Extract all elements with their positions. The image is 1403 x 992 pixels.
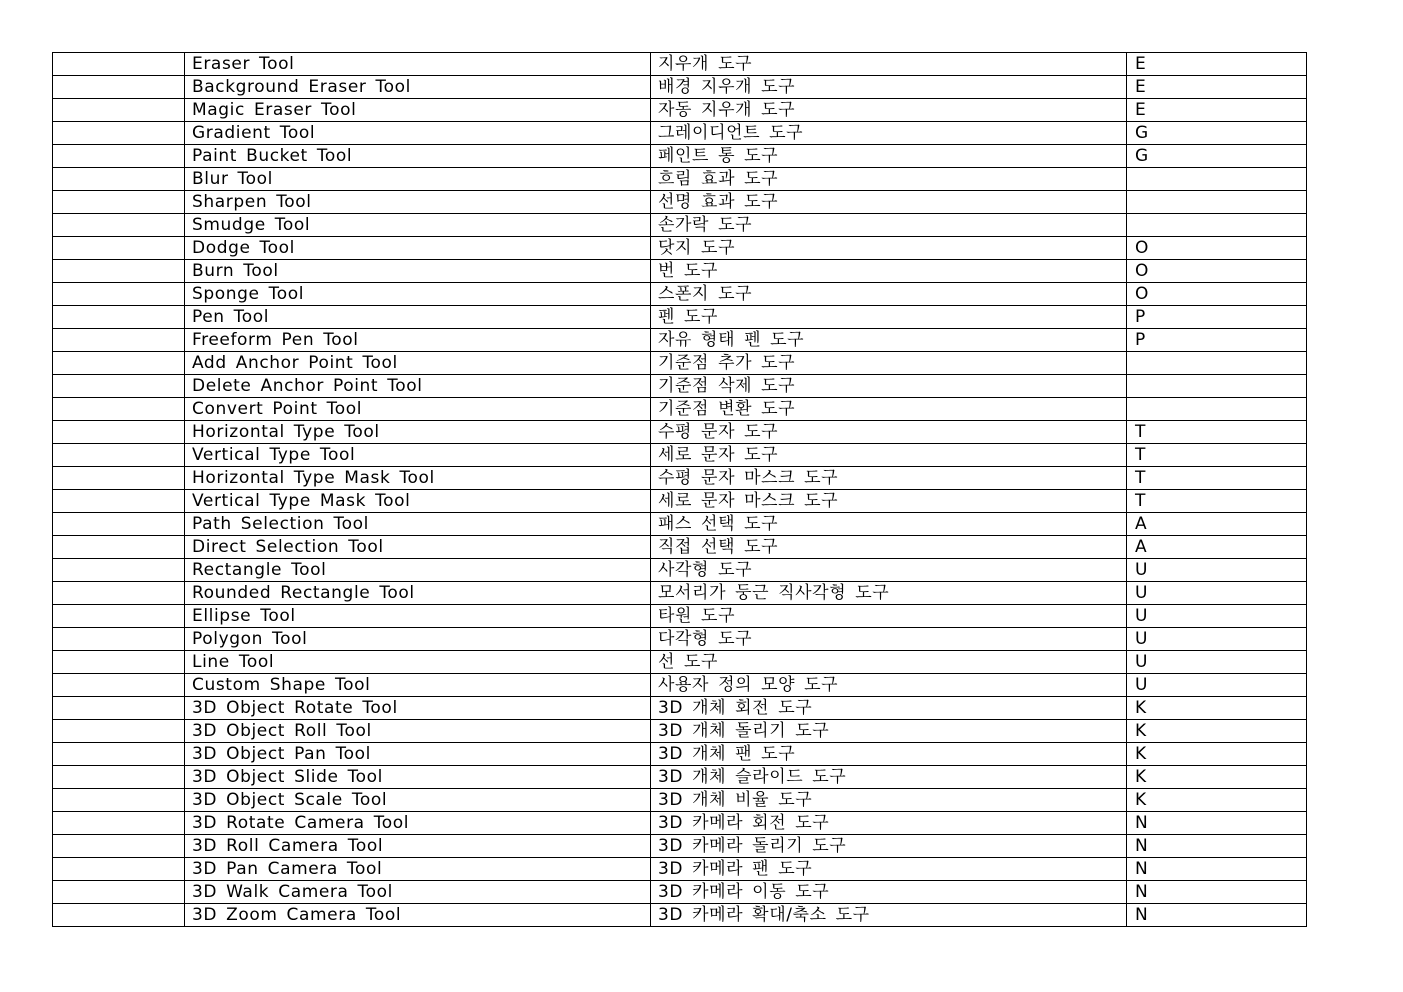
tool-name-english: Magic Eraser Tool — [185, 99, 651, 122]
empty-cell — [53, 329, 185, 352]
empty-cell — [53, 536, 185, 559]
empty-cell — [53, 53, 185, 76]
shortcut-key: T — [1127, 421, 1307, 444]
table-row — [53, 145, 1307, 168]
tool-name-english: Horizontal Type Tool — [185, 421, 651, 444]
empty-cell — [53, 191, 185, 214]
shortcut-key: T — [1127, 444, 1307, 467]
tool-name-korean: 3D 개체 팬 도구 — [651, 743, 1127, 766]
table-row — [53, 605, 1307, 628]
tool-name-english: 3D Rotate Camera Tool — [185, 812, 651, 835]
table-row — [53, 398, 1307, 421]
table-row — [53, 76, 1307, 99]
empty-cell — [53, 605, 185, 628]
empty-cell — [53, 375, 185, 398]
tool-name-korean: 3D 카메라 팬 도구 — [651, 858, 1127, 881]
shortcut-key: O — [1127, 237, 1307, 260]
shortcut-key: K — [1127, 743, 1307, 766]
shortcut-key: U — [1127, 651, 1307, 674]
empty-cell — [53, 513, 185, 536]
shortcut-key — [1127, 375, 1307, 398]
tool-name-korean: 3D 카메라 확대/축소 도구 — [651, 904, 1127, 927]
shortcut-key: P — [1127, 329, 1307, 352]
tool-name-korean: 사용자 정의 모양 도구 — [651, 674, 1127, 697]
shortcut-key: O — [1127, 283, 1307, 306]
empty-cell — [53, 490, 185, 513]
tool-name-english: Background Eraser Tool — [185, 76, 651, 99]
empty-cell — [53, 789, 185, 812]
table-row — [53, 168, 1307, 191]
empty-cell — [53, 697, 185, 720]
tool-name-english: Rectangle Tool — [185, 559, 651, 582]
tool-name-korean: 직접 선택 도구 — [651, 536, 1127, 559]
shortcut-key — [1127, 352, 1307, 375]
table-row — [53, 628, 1307, 651]
shortcut-key: G — [1127, 145, 1307, 168]
tool-name-korean: 세로 문자 마스크 도구 — [651, 490, 1127, 513]
empty-cell — [53, 306, 185, 329]
tool-name-korean: 기준점 변환 도구 — [651, 398, 1127, 421]
tool-name-korean: 3D 개체 비율 도구 — [651, 789, 1127, 812]
shortcut-key: P — [1127, 306, 1307, 329]
empty-cell — [53, 651, 185, 674]
tool-name-korean: 페인트 통 도구 — [651, 145, 1127, 168]
tool-name-korean: 펜 도구 — [651, 306, 1127, 329]
table-row — [53, 835, 1307, 858]
shortcut-key: N — [1127, 904, 1307, 927]
shortcut-key: K — [1127, 766, 1307, 789]
empty-cell — [53, 559, 185, 582]
empty-cell — [53, 237, 185, 260]
tool-name-english: Direct Selection Tool — [185, 536, 651, 559]
tool-name-korean: 번 도구 — [651, 260, 1127, 283]
tool-name-korean: 패스 선택 도구 — [651, 513, 1127, 536]
table-row — [53, 237, 1307, 260]
tool-name-korean: 타원 도구 — [651, 605, 1127, 628]
shortcut-key: G — [1127, 122, 1307, 145]
shortcut-key — [1127, 398, 1307, 421]
empty-cell — [53, 444, 185, 467]
table-row — [53, 743, 1307, 766]
empty-cell — [53, 743, 185, 766]
table-row — [53, 283, 1307, 306]
table-row — [53, 582, 1307, 605]
tool-name-korean: 닷지 도구 — [651, 237, 1127, 260]
table-row — [53, 881, 1307, 904]
empty-cell — [53, 766, 185, 789]
tool-name-english: Paint Bucket Tool — [185, 145, 651, 168]
table-row — [53, 329, 1307, 352]
tool-name-korean: 3D 카메라 이동 도구 — [651, 881, 1127, 904]
table-row — [53, 720, 1307, 743]
empty-cell — [53, 214, 185, 237]
tool-name-korean: 기준점 추가 도구 — [651, 352, 1127, 375]
empty-cell — [53, 720, 185, 743]
shortcut-key: U — [1127, 628, 1307, 651]
table-row — [53, 858, 1307, 881]
tool-name-english: Delete Anchor Point Tool — [185, 375, 651, 398]
empty-cell — [53, 260, 185, 283]
tool-name-korean: 배경 지우개 도구 — [651, 76, 1127, 99]
table-body — [53, 53, 1307, 927]
table-row — [53, 306, 1307, 329]
empty-cell — [53, 398, 185, 421]
table-row — [53, 513, 1307, 536]
table-row — [53, 260, 1307, 283]
tool-name-english: Smudge Tool — [185, 214, 651, 237]
shortcut-key: N — [1127, 881, 1307, 904]
tool-name-english: Dodge Tool — [185, 237, 651, 260]
table-row — [53, 674, 1307, 697]
tool-name-korean: 기준점 삭제 도구 — [651, 375, 1127, 398]
table-row — [53, 490, 1307, 513]
tool-shortcut-table — [52, 52, 1307, 927]
tool-name-korean: 3D 개체 돌리기 도구 — [651, 720, 1127, 743]
table-row — [53, 214, 1307, 237]
tool-name-korean: 수평 문자 마스크 도구 — [651, 467, 1127, 490]
tool-name-english: 3D Object Slide Tool — [185, 766, 651, 789]
empty-cell — [53, 835, 185, 858]
tool-name-english: 3D Roll Camera Tool — [185, 835, 651, 858]
tool-name-korean: 사각형 도구 — [651, 559, 1127, 582]
tool-name-english: 3D Object Pan Tool — [185, 743, 651, 766]
tool-name-english: Polygon Tool — [185, 628, 651, 651]
empty-cell — [53, 881, 185, 904]
empty-cell — [53, 858, 185, 881]
tool-name-korean: 그레이디언트 도구 — [651, 122, 1127, 145]
table-row — [53, 904, 1307, 927]
shortcut-key: E — [1127, 76, 1307, 99]
shortcut-key: K — [1127, 789, 1307, 812]
shortcut-key: N — [1127, 858, 1307, 881]
tool-name-english: Ellipse Tool — [185, 605, 651, 628]
shortcut-key: T — [1127, 490, 1307, 513]
tool-name-english: 3D Object Roll Tool — [185, 720, 651, 743]
empty-cell — [53, 467, 185, 490]
empty-cell — [53, 421, 185, 444]
shortcut-key: U — [1127, 605, 1307, 628]
tool-name-korean: 3D 카메라 돌리기 도구 — [651, 835, 1127, 858]
tool-name-korean: 다각형 도구 — [651, 628, 1127, 651]
table-row — [53, 651, 1307, 674]
shortcut-key: K — [1127, 697, 1307, 720]
empty-cell — [53, 674, 185, 697]
tool-name-korean: 모서리가 둥근 직사각형 도구 — [651, 582, 1127, 605]
empty-cell — [53, 99, 185, 122]
tool-name-korean: 세로 문자 도구 — [651, 444, 1127, 467]
tool-name-english: Pen Tool — [185, 306, 651, 329]
table-row — [53, 352, 1307, 375]
shortcut-key: A — [1127, 513, 1307, 536]
empty-cell — [53, 168, 185, 191]
tool-name-english: Rounded Rectangle Tool — [185, 582, 651, 605]
shortcut-key: A — [1127, 536, 1307, 559]
tool-name-english: 3D Object Scale Tool — [185, 789, 651, 812]
shortcut-key: K — [1127, 720, 1307, 743]
tool-name-korean: 손가락 도구 — [651, 214, 1127, 237]
shortcut-key: E — [1127, 53, 1307, 76]
tool-name-korean: 선명 효과 도구 — [651, 191, 1127, 214]
tool-name-english: Custom Shape Tool — [185, 674, 651, 697]
tool-name-english: Vertical Type Mask Tool — [185, 490, 651, 513]
table-row — [53, 812, 1307, 835]
shortcut-key: E — [1127, 99, 1307, 122]
tool-name-korean: 자동 지우개 도구 — [651, 99, 1127, 122]
shortcut-key: N — [1127, 812, 1307, 835]
tool-name-english: Horizontal Type Mask Tool — [185, 467, 651, 490]
table-row — [53, 375, 1307, 398]
shortcut-key: O — [1127, 260, 1307, 283]
empty-cell — [53, 122, 185, 145]
shortcut-key — [1127, 191, 1307, 214]
tool-name-english: Sharpen Tool — [185, 191, 651, 214]
table-row — [53, 467, 1307, 490]
empty-cell — [53, 145, 185, 168]
shortcut-key: N — [1127, 835, 1307, 858]
table-row — [53, 766, 1307, 789]
shortcut-key — [1127, 168, 1307, 191]
empty-cell — [53, 352, 185, 375]
tool-name-korean: 수평 문자 도구 — [651, 421, 1127, 444]
table-row — [53, 99, 1307, 122]
tool-name-english: Line Tool — [185, 651, 651, 674]
tool-name-korean: 3D 카메라 회전 도구 — [651, 812, 1127, 835]
table-row — [53, 122, 1307, 145]
empty-cell — [53, 904, 185, 927]
empty-cell — [53, 628, 185, 651]
tool-name-english: Freeform Pen Tool — [185, 329, 651, 352]
table-row — [53, 789, 1307, 812]
empty-cell — [53, 76, 185, 99]
table-row — [53, 421, 1307, 444]
tool-name-korean: 선 도구 — [651, 651, 1127, 674]
table-row — [53, 53, 1307, 76]
empty-cell — [53, 582, 185, 605]
shortcut-key: U — [1127, 582, 1307, 605]
table-row — [53, 559, 1307, 582]
tool-name-english: Add Anchor Point Tool — [185, 352, 651, 375]
empty-cell — [53, 283, 185, 306]
tool-name-english: Gradient Tool — [185, 122, 651, 145]
tool-name-korean: 지우개 도구 — [651, 53, 1127, 76]
tool-name-korean: 스폰지 도구 — [651, 283, 1127, 306]
shortcut-key: U — [1127, 674, 1307, 697]
tool-name-korean: 자유 형태 펜 도구 — [651, 329, 1127, 352]
tool-name-english: Burn Tool — [185, 260, 651, 283]
tool-name-english: Convert Point Tool — [185, 398, 651, 421]
empty-cell — [53, 812, 185, 835]
tool-name-english: 3D Zoom Camera Tool — [185, 904, 651, 927]
tool-name-korean: 3D 개체 슬라이드 도구 — [651, 766, 1127, 789]
tool-name-english: Vertical Type Tool — [185, 444, 651, 467]
tool-name-english: 3D Pan Camera Tool — [185, 858, 651, 881]
tool-name-english: Sponge Tool — [185, 283, 651, 306]
tool-name-english: 3D Object Rotate Tool — [185, 697, 651, 720]
shortcut-key: U — [1127, 559, 1307, 582]
tool-name-korean: 3D 개체 회전 도구 — [651, 697, 1127, 720]
shortcut-key — [1127, 214, 1307, 237]
tool-name-english: Path Selection Tool — [185, 513, 651, 536]
table-row — [53, 697, 1307, 720]
tool-name-korean: 흐림 효과 도구 — [651, 168, 1127, 191]
tool-name-english: 3D Walk Camera Tool — [185, 881, 651, 904]
table-row — [53, 536, 1307, 559]
shortcut-key: T — [1127, 467, 1307, 490]
tool-name-english: Eraser Tool — [185, 53, 651, 76]
table-row — [53, 444, 1307, 467]
tool-name-english: Blur Tool — [185, 168, 651, 191]
table-row — [53, 191, 1307, 214]
